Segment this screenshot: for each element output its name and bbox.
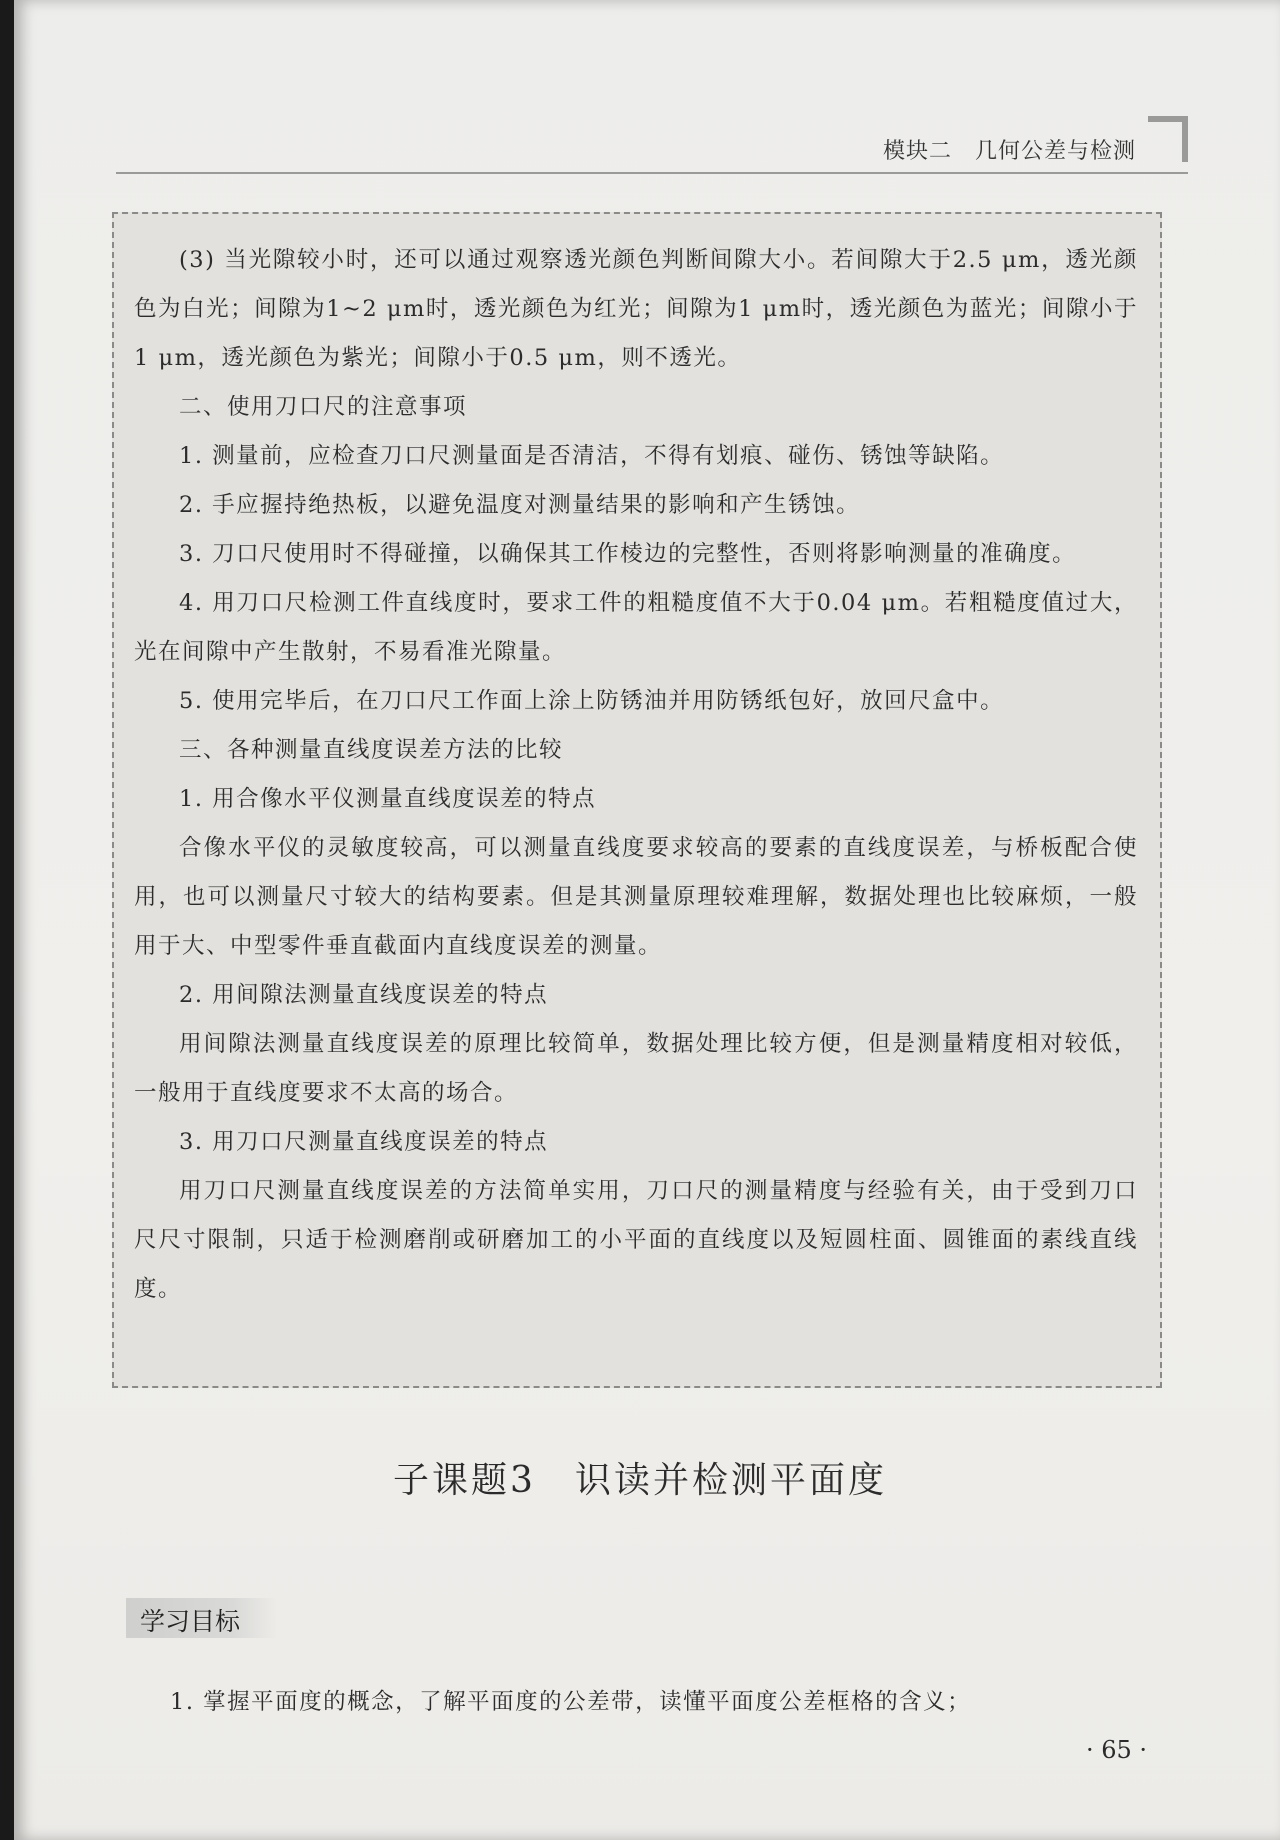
notes-box-content	[134, 236, 1138, 1314]
subsection-heading: 1. 用合像水平仪测量直线度误差的特点	[179, 786, 597, 812]
learning-goals-label: 学习目标	[140, 1607, 241, 1636]
section-heading: 三、各种测量直线度误差方法的比较	[179, 737, 564, 763]
paragraph: (3) 当光隙较小时，还可以通过观察透光颜色判断间隙大小。若间隙大于2.5 μm，透光颜色为白光；间隙为1~2 μm时，透光颜色为红光；间隙为1 μm时，透光颜色为蓝光；间隙小于1 μm，透光颜色为紫光；间隙小于0.5 μm，则不透光。	[134, 247, 1138, 371]
paragraph: 用间隙法测量直线度误差的原理比较简单，数据处理比较方便，但是测量精度相对较低，一般用于直线度要求不太高的场合。	[134, 1031, 1138, 1106]
paragraph: 合像水平仪的灵敏度较高，可以测量直线度要求较高的要素的直线度误差，与桥板配合使用，也可以测量尺寸较大的结构要素。但是其测量原理较难理解，数据处理也比较麻烦，一般用于大、中型零件垂直截面内直线度误差的测量。	[134, 835, 1138, 959]
header-title: 模块二 几何公差与检测	[882, 139, 1136, 164]
paragraph: 2. 手应握持绝热板，以避免温度对测量结果的影响和产生锈蚀。	[179, 492, 861, 518]
subsection-heading: 3. 用刀口尺测量直线度误差的特点	[179, 1129, 549, 1155]
subtopic-title: 子课题3 识读并检测平面度	[393, 1460, 887, 1501]
section-heading: 二、使用刀口尺的注意事项	[179, 394, 468, 420]
subsection-heading: 2. 用间隙法测量直线度误差的特点	[179, 982, 549, 1008]
page-number: · 65 ·	[1086, 1736, 1148, 1764]
corner-mark	[1148, 116, 1188, 162]
learning-goals-tab	[126, 1598, 278, 1638]
paragraph: 1. 测量前，应检查刀口尺测量面是否清洁，不得有划痕、碰伤、锈蚀等缺陷。	[179, 443, 1005, 469]
running-header	[116, 124, 1188, 174]
notes-box	[112, 212, 1162, 1388]
paragraph: 3. 刀口尺使用时不得碰撞，以确保其工作棱边的完整性，否则将影响测量的准确度。	[179, 541, 1077, 567]
learning-goal-item: 1. 掌握平面度的概念，了解平面度的公差带，读懂平面度公差框格的含义；	[170, 1689, 972, 1715]
paragraph: 用刀口尺测量直线度误差的方法简单实用，刀口尺的测量精度与经验有关，由于受到刀口尺尺寸限制，只适于检测磨削或研磨加工的小平面的直线度以及短圆柱面、圆锥面的素线直线度。	[134, 1178, 1138, 1302]
paragraph: 5. 使用完毕后，在刀口尺工作面上涂上防锈油并用防锈纸包好，放回尺盒中。	[179, 688, 1005, 714]
paragraph: 4. 用刀口尺检测工件直线度时，要求工件的粗糙度值不大于0.04 μm。若粗糙度值过大，光在间隙中产生散射，不易看准光隙量。	[134, 590, 1138, 665]
